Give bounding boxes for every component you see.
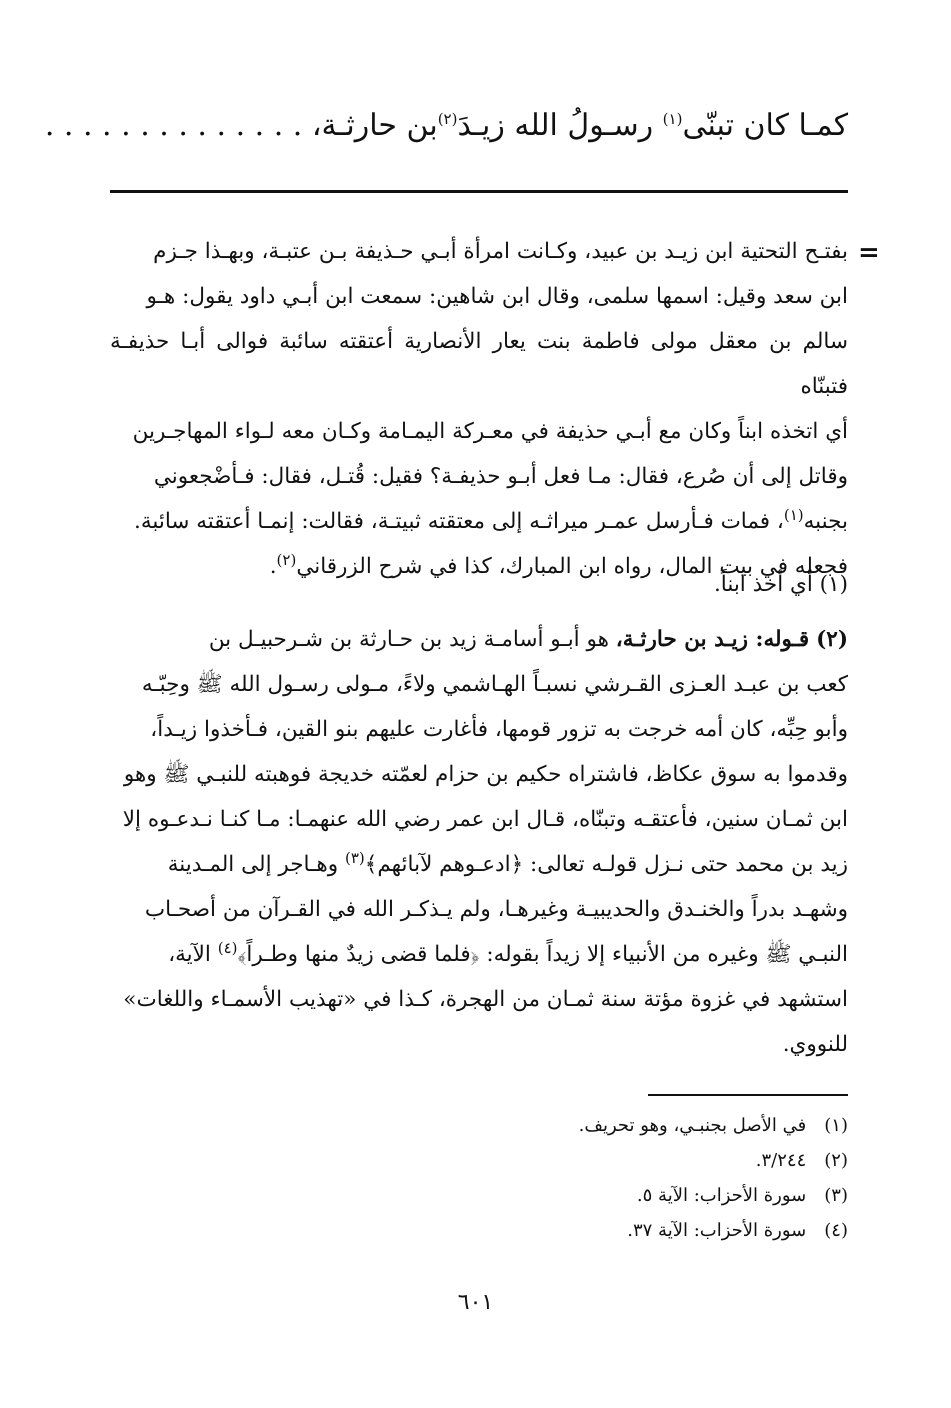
footnote-ref-bottom-1[interactable]: (١) xyxy=(783,505,804,524)
commentary-line: سالم بن معقل مولى فاطمة بنت يعار الأنصارية أعتقته سائبة فوالى أبـا حذيفـة فتبنّاه xyxy=(110,329,848,399)
commentary-text: وهـاجر إلى المـدينة xyxy=(167,852,339,877)
commentary-line: وأبو حِبِّه، كان أمه خرجت به تزور قومها، فأغارت عليهم بنو القين، فـأخذوا زيـداً، xyxy=(150,717,848,742)
main-text-separator xyxy=(110,190,848,193)
commentary-note-2 xyxy=(110,617,848,1067)
page-number: ٦٠١ xyxy=(457,1290,494,1315)
commentary-text: هو أبـو أسامـة زيد بن حـارثة بن شـرحبيـل بن xyxy=(208,627,609,652)
main-text-part-2: رسـولُ الله زيـدَ xyxy=(457,108,654,143)
footnote-item xyxy=(110,1178,848,1213)
footnote-item xyxy=(110,1143,848,1178)
commentary-line: ابن سعد وقيل: اسمها سلمى، وقال ابن شاهين: سمعت ابن أبـي داود يقول: هـو xyxy=(146,284,848,309)
commentary-line: بفتـح التحتية ابن زيـد بن عبيد، وكـانت امرأة أبـي حـذيفة بـن عتبـة، وبهـذا جـزم xyxy=(153,239,848,264)
commentary-line: استشهد في غزوة مؤتة سنة ثمـان من الهجرة، كـذا في «تهذيب الأسمـاء واللغات» xyxy=(123,987,848,1012)
commentary-line: ابن ثمـان سنين، فأعتقـه وتبنّاه، قـال ابن عمر رضي الله عنهمـا: مـا كنـا نـدعـوه إلا xyxy=(122,807,848,832)
commentary-text: بجنبه xyxy=(803,509,848,534)
footnote-separator xyxy=(648,1094,848,1096)
commentary-text: الآية، xyxy=(168,942,211,967)
footnote-number: (٣) xyxy=(824,1185,848,1206)
footnote-number: (٢) xyxy=(824,1150,848,1171)
footnote-ref-1[interactable]: (١) xyxy=(662,110,683,128)
commentary-line xyxy=(110,932,848,977)
commentary-line xyxy=(110,842,848,887)
footnote-number: (٤) xyxy=(824,1220,848,1241)
main-text-part-1: كمـا كان تبنّى xyxy=(682,108,848,143)
footnote-ref-bottom-2[interactable]: (٢) xyxy=(276,550,297,569)
commentary-line: وقدموا به سوق عكاظ، فاشتراه حكيم بن حزام لعمّته خديجة فوهبته للنبـي ﷺ وهو xyxy=(123,762,848,787)
main-text-part-3: بن حارثـة، xyxy=(311,108,438,143)
commentary-block-continued xyxy=(110,229,848,589)
continuation-mark: = xyxy=(858,238,880,268)
footnote-item xyxy=(110,1213,848,1248)
footnote-text: سورة الأحزاب: الآية ٥. xyxy=(636,1185,807,1206)
commentary-note-1 xyxy=(110,562,848,607)
commentary-line: أي اتخذه ابناً وكان مع أبـي حذيفة في معـركة اليمـامة وكـان معه لـواء المهاجـرين xyxy=(132,419,848,444)
commentary-line: وقاتل إلى أن صُرع، فقال: مـا فعل أبـو حذيفـة؟ فقيل: قُتـل، فقال: فـأضْجعوني xyxy=(153,464,848,489)
footnote-text: ٣/٢٤٤. xyxy=(755,1150,807,1171)
note-text: أي أخذ ابناً. xyxy=(713,572,813,597)
footnote-ref-2[interactable]: (٢) xyxy=(437,110,458,128)
commentary-line: للنووي. xyxy=(782,1032,848,1057)
commentary-text: النبـي ﷺ وغيره من الأنبياء إلا زيداً بقوله: ﴿فلما قضى زيدٌ منها وطـراً﴾ xyxy=(237,942,848,967)
commentary-line: وشهـد بدراً والخنـدق والحديبيـة وغيرهـا، ولم يـذكـر الله في القـرآن من أصحـاب xyxy=(144,897,848,922)
commentary-text: فجعله في بيت المال، رواه ابن المبارك، كذا في شرح الزرقاني xyxy=(296,554,848,579)
commentary-text: زيد بن محمد حتى نـزل قولـه تعالى: ﴿ادعـوهم لآبائهم﴾ xyxy=(364,852,848,877)
footnote-ref-bottom-4[interactable]: (٤) xyxy=(217,938,238,957)
commentary-text: . xyxy=(269,554,277,579)
footnote-number: (١) xyxy=(824,1115,848,1136)
main-text-dots: . . . . . . . . . . . . . . xyxy=(44,108,303,143)
note-number: (٢) xyxy=(816,627,848,652)
commentary-line xyxy=(110,617,848,662)
note-number: (١) xyxy=(819,572,848,597)
commentary-line: كعب بن عبـد العـزى القـرشي نسبـاً الهـاشمي ولاءً، مـولى رسـول الله ﷺ وحِبّـه xyxy=(141,672,848,697)
footnote-ref-bottom-3[interactable]: (٣) xyxy=(344,848,365,867)
footnote-item xyxy=(110,1108,848,1143)
main-text-line xyxy=(44,100,848,152)
note-label: قـوله: زيـد بن حارثـة، xyxy=(615,627,810,652)
commentary-line xyxy=(110,499,848,544)
footnotes xyxy=(110,1108,848,1248)
footnote-text: في الأصل بجنبـي، وهو تحريف. xyxy=(578,1115,807,1136)
commentary-text: ، فمات فـأرسل عمـر ميراثـه إلى معتقته ثبيتـة، فقالت: إنمـا أعتقته سائبة. xyxy=(134,509,784,534)
footnote-text: سورة الأحزاب: الآية ٣٧. xyxy=(627,1220,807,1241)
